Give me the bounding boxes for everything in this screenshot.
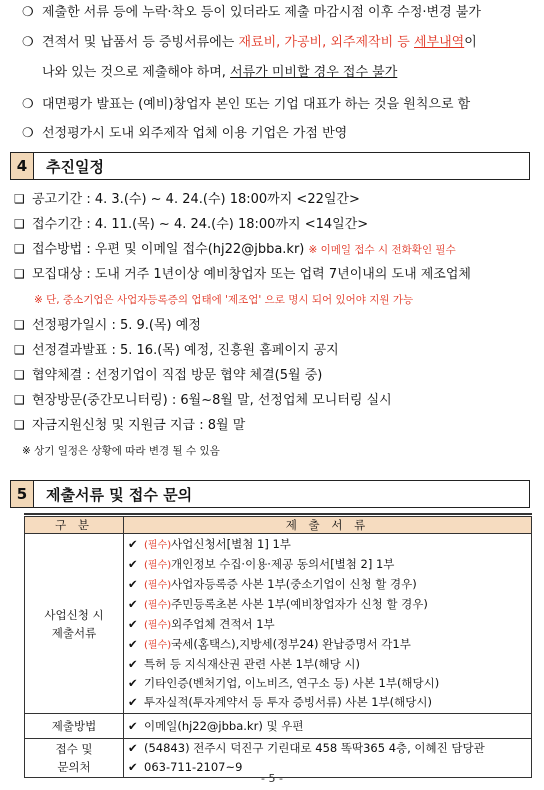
list-item: ✔ 063-711-2107~9 (128, 758, 527, 777)
circle-bullet-icon: ❍ (22, 5, 34, 20)
schedule-item: ❑ 접수기간 : 4. 11.(목) ~ 4. 24.(수) 18:00까지 <14일간> (14, 217, 369, 232)
square-bullet-icon: ❑ (14, 393, 25, 407)
submission-table (24, 516, 532, 778)
list-item: ✔ 특허 등 지식재산권 관련 사본 1부(해당 시) (128, 655, 527, 674)
section-4-header (10, 152, 530, 180)
target-note: ※ 단, 중소기업은 사업자등록증의 업태에 '제조업' 으로 명시 되어 있어야 지원 가능 (34, 294, 414, 306)
square-bullet-icon: ❑ (14, 368, 25, 382)
check-icon: ✔ (128, 760, 138, 774)
schedule-item: ❑ 협약체결 : 선정기업이 직접 방문 협약 체결(5월 중) (14, 368, 323, 383)
list-item: ✔ (필수)국세(홈택스),지방세(정부24) 완납증명서 각1부 (128, 635, 527, 655)
schedule-item: ❑ 현장방문(중간모니터링) : 6월~8월 말, 선정업체 모니터링 실시 (14, 393, 392, 408)
schedule-item: ❑ 선정결과발표 : 5. 16.(목) 예정, 진흥원 홈페이지 공지 (14, 343, 339, 358)
list-item: ✔ 이메일(hj22@jbba.kr) 및 우편 (128, 717, 527, 736)
email-note: ※ 이메일 접수 시 전화확인 필수 (308, 244, 456, 256)
section-title: 추진일정 (46, 157, 104, 176)
check-icon: ✔ (128, 741, 138, 755)
list-item: ✔ (필수)사업신청서[별첨 1] 1부 (128, 535, 527, 555)
row-content (124, 534, 532, 714)
list-item: ✔ (필수)사업자등록증 사본 1부(중소기업이 신청 할 경우) (128, 575, 527, 595)
check-icon: ✔ (128, 597, 138, 611)
square-bullet-icon: ❑ (14, 418, 25, 432)
square-bullet-icon: ❑ (14, 343, 25, 357)
schedule-item: ❑ 모집대상 : 도내 거주 1년이상 예비창업자 또는 업력 7년이내의 도내 제조업체 (14, 267, 471, 282)
section-number: 4 (11, 153, 34, 179)
check-icon: ✔ (128, 537, 138, 551)
check-icon: ✔ (128, 577, 138, 591)
row-label: 제출방법 (25, 714, 124, 739)
note-3: ❍ 대면평가 발표는 (예비)창업자 본인 또는 기업 대표가 하는 것을 원칙으로 함 (22, 97, 471, 112)
square-bullet-icon: ❑ (14, 318, 25, 332)
list-item: ✔ (필수)외주업체 견적서 1부 (128, 615, 527, 635)
check-icon: ✔ (128, 695, 138, 709)
section-number: 5 (11, 481, 34, 507)
check-icon: ✔ (128, 637, 138, 651)
table-header-row (25, 517, 532, 534)
schedule-item: ❑ 선정평가일시 : 5. 9.(목) 예정 (14, 318, 201, 333)
header-category: 구 분 (25, 517, 124, 534)
note-2-continued: 나와 있는 것으로 제출해야 하며, 서류가 미비할 경우 접수 불가 (42, 65, 398, 80)
circle-bullet-icon: ❍ (22, 97, 34, 112)
row-content (124, 714, 532, 739)
list-item: ✔ 기타인증(벤처기업, 이노비즈, 연구소 등) 사본 1부(해당시) (128, 674, 527, 693)
list-item: ✔ (54843) 전주시 덕진구 기린대로 458 똑딱365 4층, 이혜진 담당관 (128, 739, 527, 758)
check-icon: ✔ (128, 617, 138, 631)
table-row (25, 714, 532, 739)
list-item: ✔ (필수)주민등록초본 사본 1부(예비창업자가 신청 할 경우) (128, 595, 527, 615)
schedule-item: ❑ 자금지원신청 및 지원금 지급 : 8월 말 (14, 418, 246, 433)
square-bullet-icon: ❑ (14, 267, 25, 281)
table-row (25, 534, 532, 714)
circle-bullet-icon: ❍ (22, 126, 34, 141)
header-documents: 제 출 서 류 (124, 517, 532, 534)
check-icon: ✔ (128, 676, 138, 690)
note-4: ❍ 선정평가시 도내 외주제작 업체 이용 기업은 가점 반영 (22, 126, 348, 141)
row-label: 사업신청 시 제출서류 (25, 534, 124, 714)
schedule-item: ❑ 접수방법 : 우편 및 이메일 접수(hj22@jbba.kr) ※ 이메일 접수 시 전화확인 필수 (14, 242, 456, 257)
square-bullet-icon: ❑ (14, 242, 25, 256)
circle-bullet-icon: ❍ (22, 35, 34, 50)
section-title: 제출서류 및 접수 문의 (46, 485, 193, 504)
table-top-rule (24, 513, 532, 515)
check-icon: ✔ (128, 557, 138, 571)
page-number: - 5 - (261, 772, 283, 785)
square-bullet-icon: ❑ (14, 217, 25, 231)
list-item: ✔ 투자실적(투자계약서 등 투자 증빙서류) 사본 1부(해당시) (128, 693, 527, 712)
row-label: 접수 및 문의처 (25, 739, 124, 778)
section-5-header (10, 480, 530, 508)
check-icon: ✔ (128, 718, 138, 733)
check-icon: ✔ (128, 657, 138, 671)
list-item: ✔ (필수)개인정보 수집·이용·제공 동의서[별첨 2] 1부 (128, 555, 527, 575)
square-bullet-icon: ❑ (14, 192, 25, 206)
schedule-footnote: ※ 상기 일정은 상황에 따라 변경 될 수 있음 (22, 445, 220, 457)
schedule-item: ❑ 공고기간 : 4. 3.(수) ~ 4. 24.(수) 18:00까지 <22일간> (14, 192, 360, 207)
note-2: ❍ 견적서 및 납품서 등 증빙서류에는 재료비, 가공비, 외주제작비 등 세부내역이 (22, 35, 477, 50)
note-1: ❍ 제출한 서류 등에 누락·착오 등이 있더라도 제출 마감시점 이후 수정·변경 불가 (22, 5, 481, 20)
